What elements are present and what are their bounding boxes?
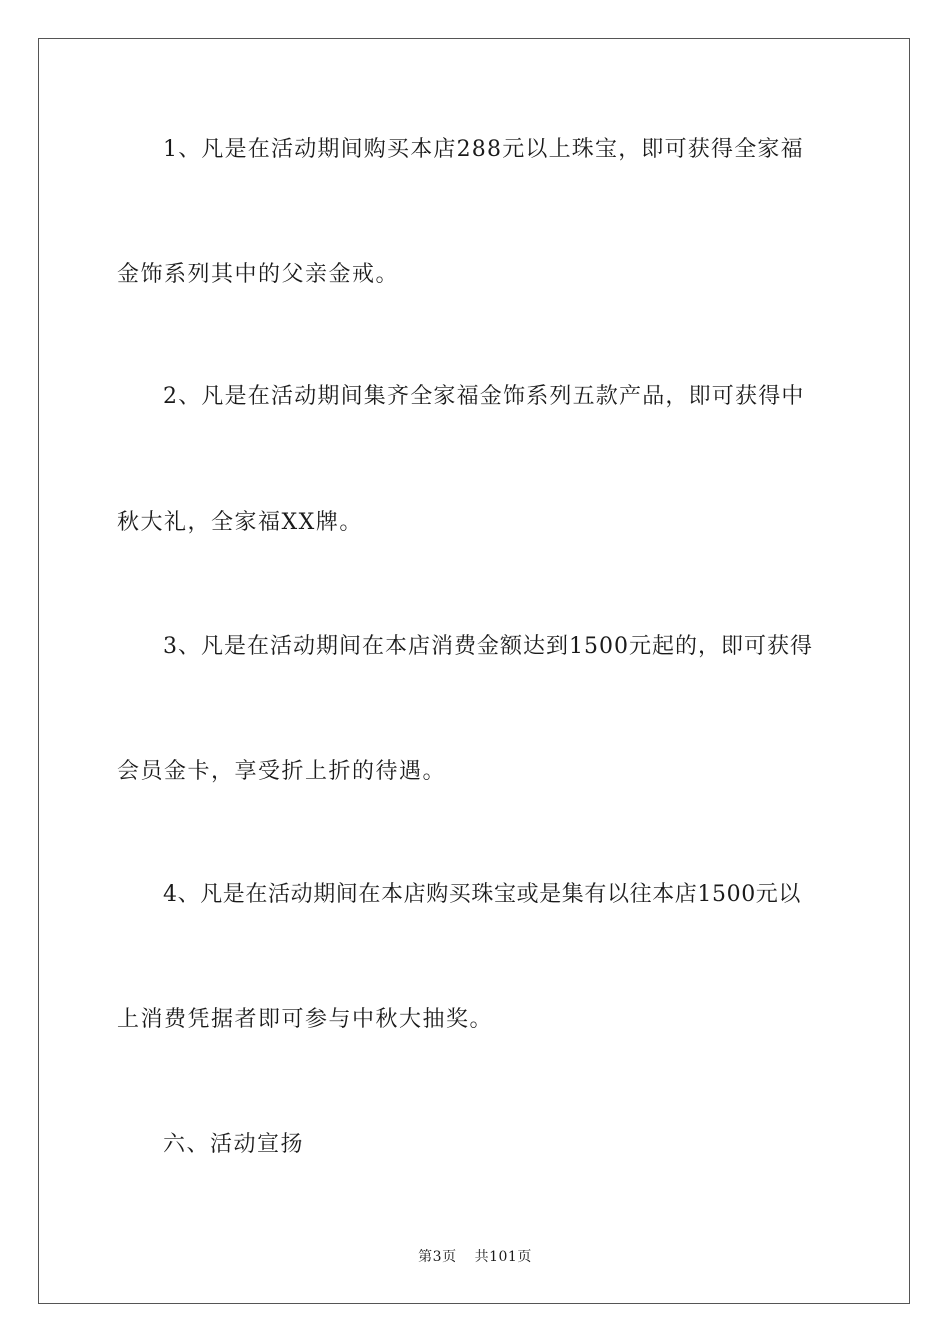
item-3-line-1: 3、凡是在活动期间在本店消费金额达到1500元起的，即可获得 [163,634,813,659]
page-border [38,38,910,1304]
item-1-line-1: 1、凡是在活动期间购买本店288元以上珠宝，即可获得全家福 [163,137,804,162]
item-1-line-2: 金饰系列其中的父亲金戒。 [117,262,400,287]
item-4-line-2: 上消费凭据者即可参与中秋大抽奖。 [117,1007,494,1032]
page-footer [0,1247,950,1267]
item-2-line-1: 2、凡是在活动期间集齐全家福金饰系列五款产品，即可获得中 [163,384,805,409]
item-3-line-2: 会员金卡，享受折上折的待遇。 [117,759,447,784]
section-heading: 六、活动宣扬 [163,1132,305,1157]
item-2-line-2: 秋大礼，全家福XX牌。 [117,510,363,535]
page-total: 共101页 [474,1249,532,1265]
page-number: 第3页 [418,1249,457,1265]
item-4-line-1: 4、凡是在活动期间在本店购买珠宝或是集有以往本店1500元以 [163,882,801,907]
